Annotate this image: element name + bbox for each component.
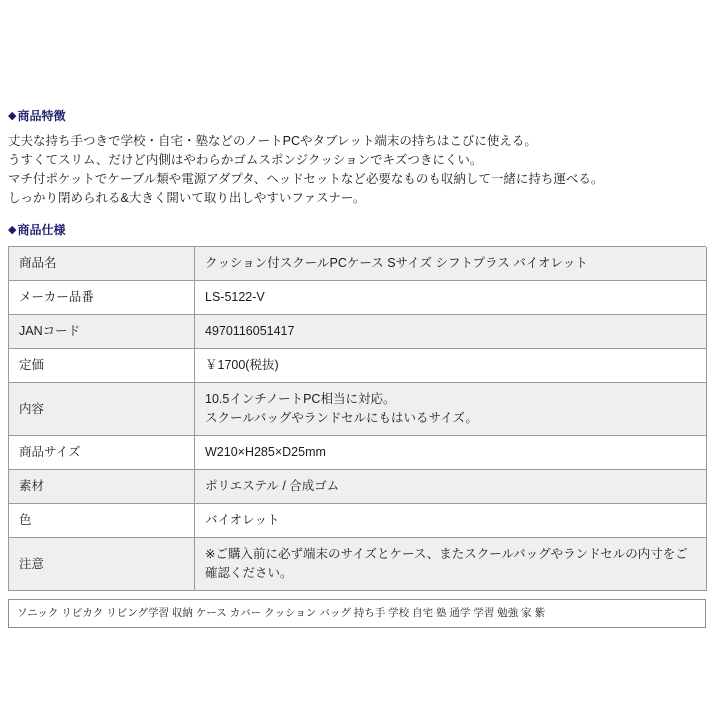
spec-value-line: W210×H285×D25mm (205, 445, 326, 459)
features-section-heading (8, 108, 708, 124)
spec-value-line: 確認ください。 (205, 566, 293, 580)
spec-value-cell (195, 470, 707, 504)
spec-value-line: バイオレット (205, 513, 280, 527)
spec-label-cell: 素材 (9, 470, 195, 504)
spec-value-line: LS-5122-V (205, 290, 265, 304)
spec-value-cell (195, 315, 707, 349)
spec-label-cell: 内容 (9, 383, 195, 436)
spec-label-cell: 商品名 (9, 247, 195, 281)
feature-line: マチ付ポケットでケーブル類や電源アダプタ、ヘッドセットなど必要なものも収納して一緒に持ち運べる。 (8, 172, 604, 186)
keyword-tag-box: ソニック リピカク リビング学習 収納 ケース カバー クッション バッグ 持ち手 学校 自宅 塾 通学 学習 勉強 家 紫 (8, 599, 706, 628)
spec-value-line: クッション付スクールPCケース Sサイズ シフトプラス バイオレット (205, 256, 588, 270)
specs-heading-label: 商品仕様 (17, 223, 66, 237)
spec-value-cell (195, 538, 707, 591)
table-row (9, 504, 707, 538)
features-heading-label: 商品特徴 (17, 109, 66, 123)
spec-value-cell (195, 349, 707, 383)
spec-value-line: 10.5インチノートPC相当に対応。 (205, 392, 396, 406)
spec-value-cell (195, 504, 707, 538)
spec-label-cell: メーカー品番 (9, 281, 195, 315)
feature-line: うすくてスリム、だけど内側はやわらかゴムスポンジクッションでキズつきにくい。 (8, 153, 483, 167)
table-row (9, 470, 707, 504)
diamond-bullet-icon: ◆ (8, 223, 17, 236)
spec-value-line: ￥1700(税抜) (205, 358, 279, 372)
spec-table (9, 247, 707, 591)
spec-value-cell (195, 383, 707, 436)
feature-line: しっかり閉められる&大きく開いて取り出しやすいファスナー。 (8, 191, 366, 205)
spec-value-line: ※ご購入前に必ず端末のサイズとケース、またスクールバッグやランドセルの内寸をご (205, 547, 688, 561)
spec-label-cell: JANコード (9, 315, 195, 349)
page-content (8, 108, 708, 628)
spec-table-container (8, 246, 706, 591)
table-row (9, 349, 707, 383)
spec-value-cell (195, 436, 707, 470)
spec-value-cell (195, 281, 707, 315)
table-row (9, 315, 707, 349)
table-row (9, 247, 707, 281)
spec-label-cell: 色 (9, 504, 195, 538)
spec-value-cell (195, 247, 707, 281)
spec-label-cell: 定価 (9, 349, 195, 383)
table-row (9, 383, 707, 436)
table-row (9, 281, 707, 315)
table-row (9, 436, 707, 470)
specs-section-heading (8, 222, 708, 238)
spec-value-line: 4970116051417 (205, 324, 295, 338)
table-row (9, 538, 707, 591)
spec-value-line: ポリエステル / 合成ゴム (205, 479, 340, 493)
spec-value-line: スクールバッグやランドセルにもはいるサイズ。 (205, 411, 478, 425)
spec-label-cell: 商品サイズ (9, 436, 195, 470)
spec-label-cell: 注意 (9, 538, 195, 591)
feature-line: 丈夫な持ち手つきで学校・自宅・塾などのノートPCやタブレット端末の持ちはこびに使える。 (8, 134, 537, 148)
features-paragraph (8, 132, 708, 208)
diamond-bullet-icon: ◆ (8, 109, 17, 122)
